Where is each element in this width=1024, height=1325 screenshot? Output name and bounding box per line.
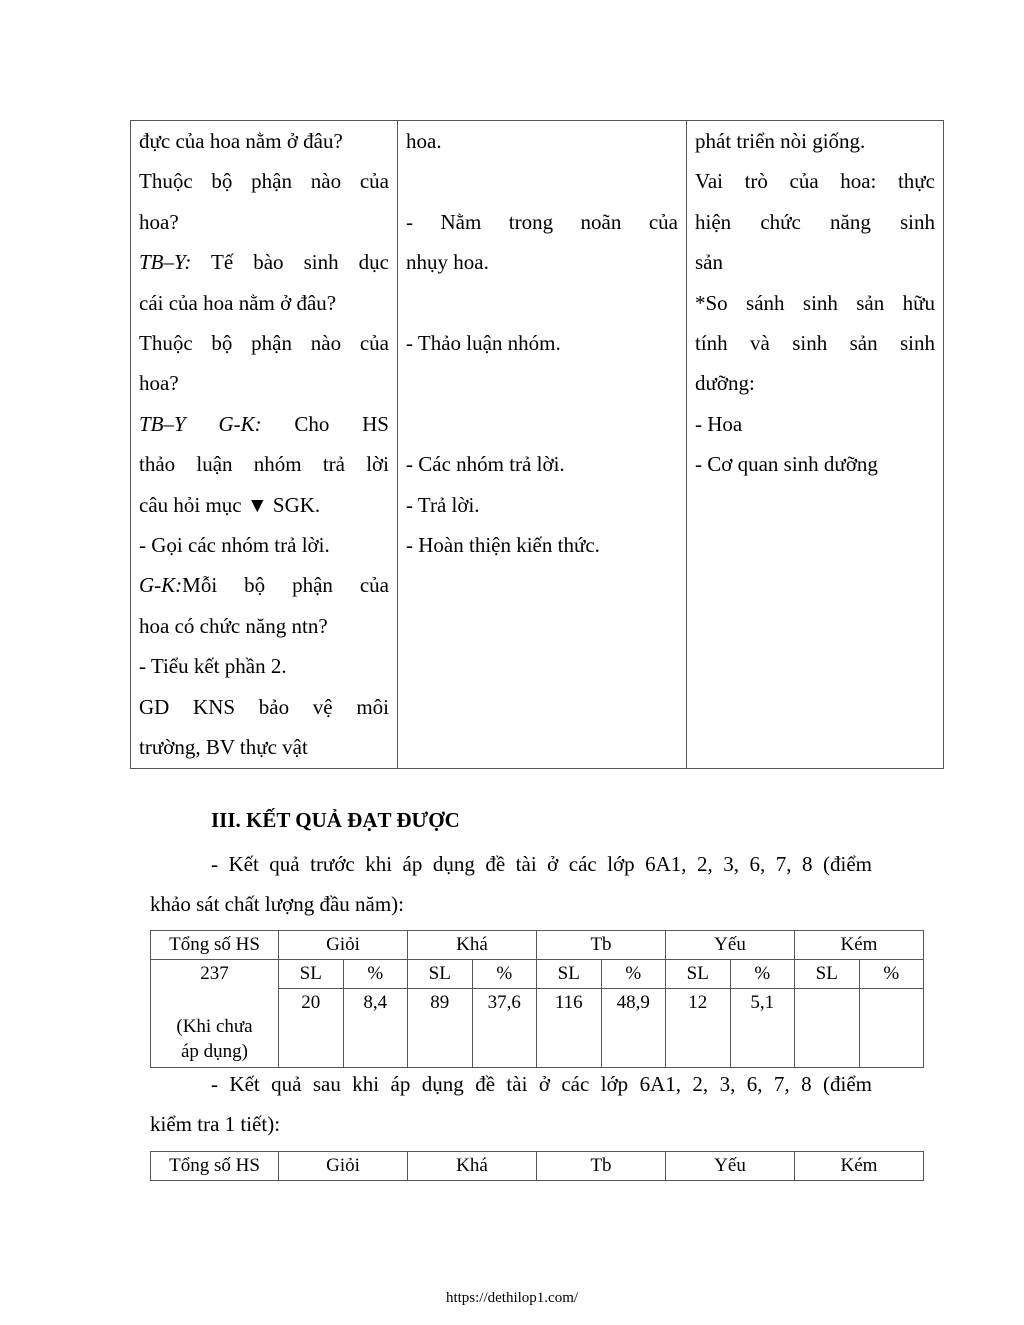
table-line: - Tiểu kết phần 2. bbox=[139, 654, 287, 679]
header-row bbox=[151, 1152, 924, 1181]
sub-header: % bbox=[601, 960, 666, 989]
line-text: Mỗi bộ phận của bbox=[182, 573, 389, 598]
table-line: - Trả lời. bbox=[406, 492, 480, 517]
results-after-table bbox=[150, 1151, 924, 1181]
table-line bbox=[139, 242, 389, 282]
note-line1: (Khi chưa bbox=[176, 1015, 253, 1037]
table-line bbox=[406, 283, 678, 323]
table-line: Thuộc bộ phận nào của bbox=[139, 169, 389, 194]
value-cell bbox=[859, 989, 924, 1068]
header-row bbox=[151, 931, 924, 960]
table-line: - Cơ quan sinh dưỡng bbox=[695, 452, 878, 477]
header-yeu: Yếu bbox=[666, 931, 795, 960]
table-line: tính và sinh sản sinh bbox=[695, 331, 935, 356]
table-line: GD KNS bảo vệ môi bbox=[139, 694, 389, 719]
table-line: - Hoàn thiện kiến thức. bbox=[406, 533, 600, 557]
table-line: hiện chức năng sinh bbox=[695, 209, 935, 234]
value-cell: 48,9 bbox=[601, 989, 666, 1068]
value-cell: 116 bbox=[537, 989, 602, 1068]
lesson-table bbox=[130, 120, 944, 769]
table-line: - Hoa bbox=[695, 411, 743, 436]
table-line: phát triển nòi giống. bbox=[695, 129, 866, 153]
value-cell: 12 bbox=[666, 989, 731, 1068]
header-tb: Tb bbox=[537, 1152, 666, 1181]
header-kem: Kém bbox=[795, 1152, 924, 1181]
sub-header: SL bbox=[279, 960, 344, 989]
table-line bbox=[406, 161, 678, 201]
header-total: Tổng số HS bbox=[151, 1152, 279, 1181]
table-line: trường, BV thực vật bbox=[139, 735, 308, 760]
sub-header: % bbox=[343, 960, 408, 989]
line-text: Tế bào sinh dục bbox=[211, 250, 389, 275]
line-text: Cho HS bbox=[294, 411, 389, 436]
table-line: hoa? bbox=[139, 371, 179, 396]
value-cell: 20 bbox=[279, 989, 344, 1068]
role-prefix: G-K: bbox=[139, 573, 183, 598]
table-line: thảo luận nhóm trả lời bbox=[139, 452, 389, 477]
value-cell: 37,6 bbox=[472, 989, 537, 1068]
student-activity-cell bbox=[398, 121, 687, 769]
header-kha: Khá bbox=[408, 931, 537, 960]
value-cell bbox=[795, 989, 860, 1068]
sub-header: SL bbox=[666, 960, 731, 989]
table-line bbox=[406, 363, 678, 403]
header-yeu: Yếu bbox=[666, 1152, 795, 1181]
table-line: cái của hoa nằm ở đâu? bbox=[139, 290, 337, 315]
header-kha: Khá bbox=[408, 1152, 537, 1181]
paragraph-after bbox=[150, 1064, 872, 1145]
table-line: - Gọi các nhóm trả lời. bbox=[139, 533, 330, 558]
table-line: Thuộc bộ phận nào của bbox=[139, 331, 389, 356]
paragraph-before-line1: - Kết quả trước khi áp dụng đề tài ở các lớp 6A1, 2, 3, 6, 7, 8 (điểm bbox=[211, 852, 872, 876]
table-line: đực của hoa nằm ở đâu? bbox=[139, 129, 343, 153]
sub-header: % bbox=[730, 960, 795, 989]
header-gioi: Giỏi bbox=[279, 931, 408, 960]
table-line: sản bbox=[695, 250, 723, 275]
table-line: hoa. bbox=[406, 129, 442, 153]
role-prefix: TB–Y: bbox=[139, 250, 192, 275]
note-line2: áp dụng) bbox=[180, 1040, 248, 1062]
sub-header: % bbox=[472, 960, 537, 989]
table-line: - Nằm trong noãn của bbox=[406, 209, 678, 234]
paragraph-before bbox=[150, 844, 872, 925]
note-cell bbox=[151, 989, 279, 1068]
header-gioi: Giỏi bbox=[279, 1152, 408, 1181]
table-line bbox=[139, 404, 389, 444]
value-cell: 5,1 bbox=[730, 989, 795, 1068]
sub-header: % bbox=[859, 960, 924, 989]
header-kem: Kém bbox=[795, 931, 924, 960]
table-line bbox=[139, 565, 389, 605]
table-line: hoa? bbox=[139, 209, 179, 234]
sub-header: SL bbox=[537, 960, 602, 989]
footer-url: https://dethilop1.com/ bbox=[445, 1290, 579, 1306]
table-line: câu hỏi mục ▼ SGK. bbox=[139, 492, 321, 517]
value-cell: 89 bbox=[408, 989, 473, 1068]
table-line: *So sánh sinh sản hữu bbox=[695, 290, 935, 315]
table-line: nhụy hoa. bbox=[406, 250, 489, 275]
value-row bbox=[151, 989, 924, 1068]
role-prefix: TB–Y G-K: bbox=[139, 411, 262, 436]
sub-header: SL bbox=[408, 960, 473, 989]
sub-header-row bbox=[151, 960, 924, 989]
paragraph-after-line2: kiểm tra 1 tiết): bbox=[150, 1112, 281, 1137]
section-heading: III. KẾT QUẢ ĐẠT ĐƯỢC bbox=[211, 808, 460, 832]
value-cell: 8,4 bbox=[343, 989, 408, 1068]
teacher-activity-cell bbox=[131, 121, 398, 769]
paragraph-before-line2: khảo sát chất lượng đầu năm): bbox=[150, 892, 404, 917]
content-cell bbox=[687, 121, 944, 769]
sub-header: SL bbox=[795, 960, 860, 989]
table-line bbox=[406, 404, 678, 444]
table-line: - Thảo luận nhóm. bbox=[406, 331, 561, 355]
table-line: hoa có chức năng ntn? bbox=[139, 613, 328, 638]
table-line: Vai trò của hoa: thực bbox=[695, 169, 935, 194]
table-line: - Các nhóm trả lời. bbox=[406, 452, 565, 477]
header-tb: Tb bbox=[537, 931, 666, 960]
table-line: dưỡng: bbox=[695, 371, 755, 396]
results-before-table bbox=[150, 930, 924, 1068]
paragraph-after-line1: - Kết quả sau khi áp dụng đề tài ở các lớp 6A1, 2, 3, 6, 7, 8 (điểm bbox=[211, 1072, 872, 1096]
header-total: Tổng số HS bbox=[151, 931, 279, 960]
total-count: 237 bbox=[151, 960, 279, 989]
